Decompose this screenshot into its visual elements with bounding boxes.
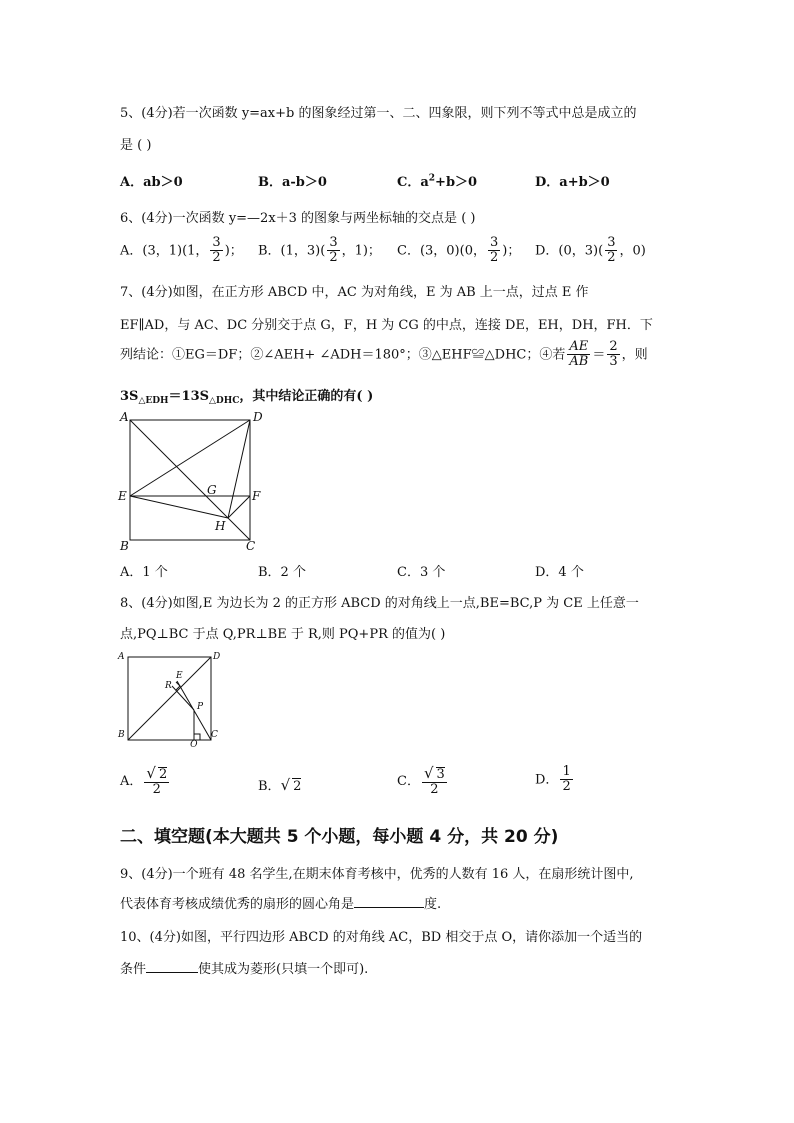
q7-label-e: E [118, 489, 127, 503]
q8-label-a: A [118, 652, 125, 662]
section-2-title: 二、填空题(本大题共 5 个小题，每小题 4 分，共 20 分) [120, 827, 559, 847]
q5-option-d: D．a+b＞0 [535, 175, 610, 190]
q8-option-a: A． $\frac{√ 2}{2}$ [120, 764, 168, 798]
q7-label-h: H [215, 519, 226, 533]
q8-line1: 8、(4分)如图,E 为边长为 2 的正方形 ABCD 的对角线上一点,BE=BC,P 为 CE 上任意一 [120, 596, 639, 611]
q9-answer-blank [354, 907, 424, 908]
q7-square-figure [115, 408, 265, 553]
q7-label-d: D [253, 410, 263, 424]
q8-segment-pr [172, 686, 194, 710]
q6-option-a: A．(3，1)(1， $\frac{3}{2}$ )； [120, 235, 243, 266]
q7-segment-de [130, 420, 250, 496]
q10-answer-blank [146, 972, 198, 973]
q9-line2: 代表体育考核成绩优秀的扇形的圆心角是 度. [120, 897, 442, 912]
q8-label-c: C [211, 730, 218, 740]
q5-option-a: A．ab＞0 [120, 175, 183, 190]
q7-line1: 7、(4分)如图，在正方形 ABCD 中，AC 为对角线，E 为 AB 上一点，过点 E 作 [120, 285, 589, 300]
q7-label-g: G [207, 483, 217, 497]
q7-option-a: A．1 个 [120, 565, 168, 580]
q7-label-f: F [252, 489, 261, 503]
q6-option-b: B．(1，3)( $\frac{3}{2}$ ，1)； [258, 235, 381, 266]
q8-label-r: R [165, 681, 172, 691]
q8-label-b: B [118, 730, 125, 740]
q5-stem-line2: 是 ( ) [120, 138, 152, 153]
q5-option-c: C．$a^2+b>0$ [397, 173, 478, 190]
q7-label-c: C [246, 539, 256, 553]
q9-line1: 9、(4分)一个班有 48 名学生,在期末体育考核中，优秀的人数有 16 人，在扇形统计图中, [120, 867, 634, 882]
q10-line2: 条件 使其成为菱形(只填一个即可). [120, 962, 369, 977]
q8-option-d: D． $\frac{1}{2}$ [535, 764, 571, 795]
q7-label-b: B [120, 539, 129, 553]
q7-segment-eh [130, 496, 228, 518]
q7-segment-dh [228, 420, 250, 518]
q7-segment-fh [228, 496, 250, 518]
q8-label-p: P [197, 702, 204, 712]
q7-line4: $3S_{\triangle EDH}=13S_{\triangle DHC}$，其中结论正确的有( ) [120, 389, 374, 406]
q8-label-d: D [213, 652, 221, 662]
q6-stem: 6、(4分)一次函数 y=—2x＋3 的图象与两坐标轴的交点是 ( ) [120, 211, 476, 226]
q7-line2: EF∥AD，与 AC、DC 分别交于点 G，F，H 为 CG 的中点，连接 DE，EH，DH，FH．下 [120, 318, 653, 333]
q6-option-c: C．(3，0)(0， $\frac{3}{2}$ )； [397, 235, 521, 266]
q5-option-b: B．a-b＞0 [258, 175, 327, 190]
q7-option-b: B．2 个 [258, 565, 306, 580]
q7-option-d: D．4 个 [535, 565, 584, 580]
q8-square-figure [115, 647, 225, 747]
q10-line1: 10、(4分)如图，平行四边形 ABCD 的对角线 AC，BD 相交于点 O，请你添加一个适当的 [120, 930, 643, 945]
q8-line2: 点,PQ⊥BC 于点 Q,PR⊥BE 于 R,则 PQ+PR 的值为( ) [120, 627, 446, 642]
q7-line3: 列结论：①EG＝DF；②∠AEH+ ∠ADH＝180°；③△EHF≌△DHC；④若 $\frac{AE}{AB}$ ＝ $\frac{2}{3}$ ，则 [120, 339, 648, 370]
q8-label-e: E [176, 671, 183, 681]
q5-stem-line1: 5、(4分)若一次函数 y=ax+b 的图象经过第一、二、四象限，则下列不等式中总是成立的 [120, 106, 637, 121]
q7-diagonal-ac [130, 420, 250, 540]
q8-label-q: Q [190, 740, 198, 747]
q7-label-a: A [120, 410, 129, 424]
q8-option-c: C． $\frac{√ 3}{2}$ [397, 764, 445, 798]
q6-option-d: D．(0，3)( $\frac{3}{2}$ ，0) [535, 235, 646, 266]
q8-option-b: B．√ 2 [258, 776, 302, 794]
q7-option-c: C．3 个 [397, 565, 446, 580]
q8-diagonal-bd [128, 657, 211, 740]
